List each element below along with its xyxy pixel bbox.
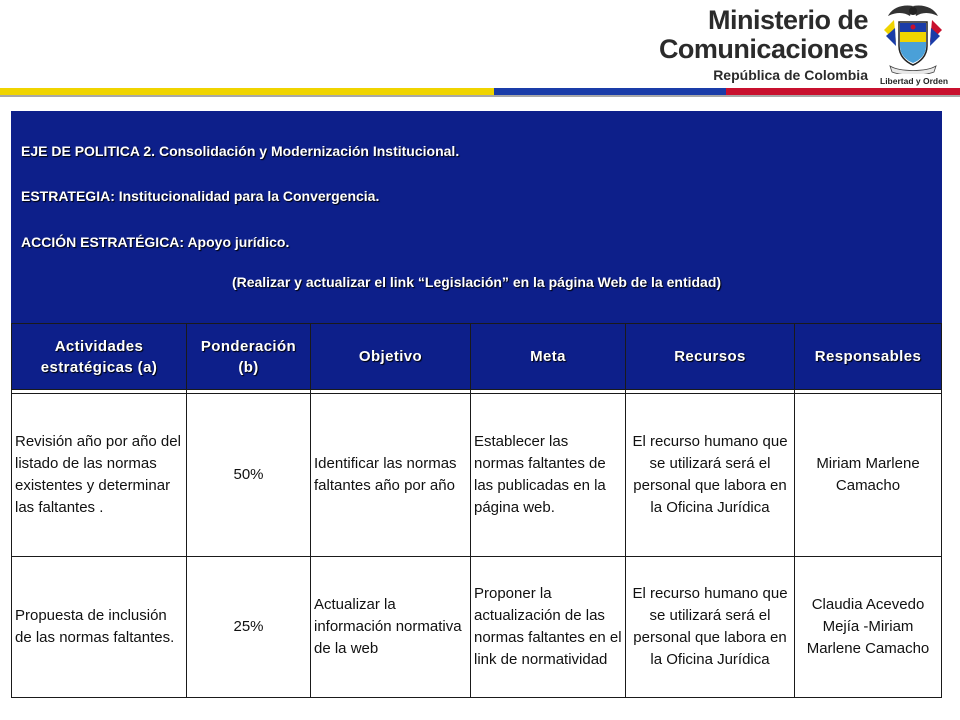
cell-recursos: El recurso humano que se utilizará será el personal que labora en la Oficina Jurídica <box>626 556 795 697</box>
coat-of-arms <box>880 2 949 92</box>
col-header-actividades <box>12 324 187 390</box>
cell-responsables: Miriam Marlene Camacho <box>795 394 942 556</box>
col-header-recursos: Recursos <box>626 324 795 390</box>
ministry-brand <box>659 6 868 85</box>
col-header-actividades-line2: estratégicas (a) <box>40 358 158 376</box>
flag-stripe-red <box>726 88 960 95</box>
policy-axis-box <box>11 111 942 323</box>
coat-of-arms-icon <box>880 2 946 74</box>
activities-table <box>11 323 942 698</box>
cell-meta: Proponer la actualización de las normas faltantes en el link de normatividad <box>471 556 626 697</box>
cell-actividad: Revisión año por año del listado de las normas existentes y determinar las faltantes . <box>12 394 187 556</box>
cell-meta: Establecer las normas faltantes de las publicadas en la página web. <box>471 394 626 556</box>
cell-responsables: Claudia Acevedo Mejía -Miriam Marlene Camacho <box>795 556 942 697</box>
country-name: República de Colombia <box>713 67 868 83</box>
col-header-ponderacion-line1: Ponderación <box>200 337 297 355</box>
table-row <box>12 394 942 556</box>
flag-stripe-shadow <box>0 95 960 97</box>
ministry-name-line1: Ministerio de <box>707 5 868 35</box>
table-row <box>12 556 942 697</box>
strategic-action-title: ACCIÓN ESTRATÉGICA: Apoyo jurídico. <box>21 234 290 250</box>
col-header-meta: Meta <box>471 324 626 390</box>
cell-ponderacion: 25% <box>187 556 311 697</box>
policy-axis-title: EJE DE POLITICA 2. Consolidación y Modernización Institucional. <box>21 143 460 159</box>
col-header-ponderacion <box>187 324 311 390</box>
cell-objetivo: Actualizar la información normativa de la web <box>311 556 471 697</box>
ministry-name-line2: Comunicaciones <box>658 34 868 64</box>
cell-objetivo: Identificar las normas faltantes año por año <box>311 394 471 556</box>
col-header-ponderacion-line2: (b) <box>238 358 259 376</box>
table-header-row <box>12 324 942 390</box>
flag-stripe-blue <box>494 88 726 95</box>
cell-actividad: Propuesta de inclusión de las normas faltantes. <box>12 556 187 697</box>
motto: Libertad y Orden <box>880 76 949 86</box>
col-header-objetivo: Objetivo <box>311 324 471 390</box>
strategic-action-note: (Realizar y actualizar el link “Legislación” en la página Web de la entidad) <box>231 274 722 290</box>
col-header-responsables: Responsables <box>795 324 942 390</box>
cell-ponderacion: 50% <box>187 394 311 556</box>
strategy-title: ESTRATEGIA: Institucionalidad para la Convergencia. <box>21 188 380 204</box>
flag-stripe <box>0 88 960 95</box>
flag-stripe-yellow <box>0 88 494 95</box>
cell-recursos: El recurso humano que se utilizará será el personal que labora en la Oficina Jurídica <box>626 394 795 556</box>
col-header-actividades-line1: Actividades <box>54 337 144 355</box>
